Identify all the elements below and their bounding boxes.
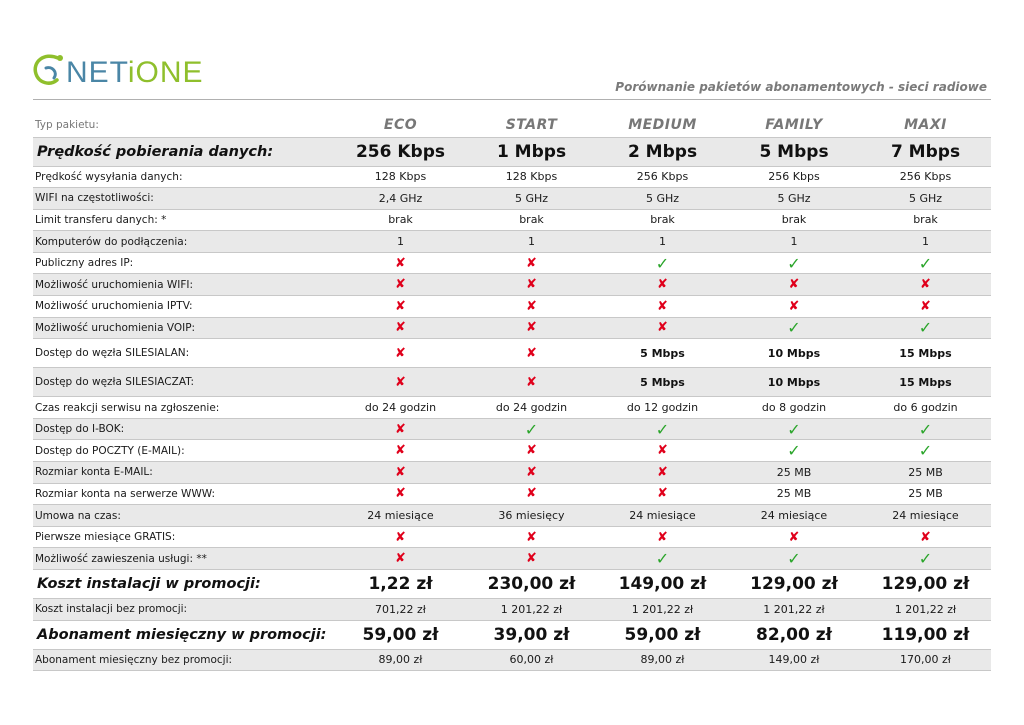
plan-name-family: FAMILY [728, 113, 860, 137]
cell-yes [860, 440, 991, 462]
row-label: Dostęp do I-BOK: [33, 418, 335, 440]
row-label: Czas reakcji serwisu na zgłoszenie: [33, 397, 335, 419]
cell-value: 256 Kbps [335, 137, 466, 166]
cross-icon: ✘ [395, 255, 406, 271]
cell-no [466, 368, 597, 397]
cross-icon: ✘ [395, 421, 406, 437]
row-label: WIFI na częstotliwości: [33, 188, 335, 210]
row-label: Możliwość zawieszenia usługi: ** [33, 548, 335, 570]
cell-value: 10 Mbps [728, 368, 860, 397]
row-label: Rozmiar konta E-MAIL: [33, 462, 335, 484]
cell-value: 7 Mbps [860, 137, 991, 166]
checkmark-icon: ✓ [918, 419, 933, 439]
cross-icon: ✘ [526, 298, 537, 314]
table-row [33, 137, 991, 166]
plan-name-medium: MEDIUM [597, 113, 728, 137]
cell-value: 1 201,22 zł [466, 599, 597, 621]
cross-icon: ✘ [395, 345, 406, 361]
cell-yes [860, 317, 991, 339]
logo-swirl-icon [30, 50, 66, 96]
cell-value: 36 miesięcy [466, 505, 597, 527]
checkmark-icon: ✓ [655, 419, 670, 439]
table-row [33, 418, 991, 440]
cross-icon: ✘ [920, 529, 931, 545]
cross-icon: ✘ [395, 551, 406, 567]
cell-value: 25 MB [860, 483, 991, 505]
cell-no [335, 296, 466, 318]
header-divider [33, 99, 991, 100]
cross-icon: ✘ [526, 464, 537, 480]
row-label: Prędkość wysyłania danych: [33, 166, 335, 188]
cell-value: 5 Mbps [597, 339, 728, 368]
cell-no [597, 274, 728, 296]
cell-value: 256 Kbps [728, 166, 860, 188]
plan-name-start: START [466, 113, 597, 137]
cell-yes [860, 548, 991, 570]
table-row [33, 209, 991, 231]
page-subtitle: Porównanie pakietów abonamentowych - sieci radiowe [615, 80, 987, 94]
cell-no [597, 296, 728, 318]
table-row [33, 368, 991, 397]
cell-value: 1,22 zł [335, 570, 466, 599]
cell-value: 24 miesiące [335, 505, 466, 527]
cell-value: 89,00 zł [597, 649, 728, 671]
table-row [33, 570, 991, 599]
cell-value: 5 GHz [466, 188, 597, 210]
row-label: Rozmiar konta na serwerze WWW: [33, 483, 335, 505]
cell-no [335, 252, 466, 274]
cell-yes [597, 418, 728, 440]
cell-no [728, 296, 860, 318]
cell-value: brak [597, 209, 728, 231]
cell-value: 25 MB [728, 483, 860, 505]
cell-yes [728, 440, 860, 462]
checkmark-icon: ✓ [524, 419, 539, 439]
cell-value: 5 Mbps [597, 368, 728, 397]
row-label: Dostęp do POCZTY (E-MAIL): [33, 440, 335, 462]
table-row [33, 339, 991, 368]
cross-icon: ✘ [395, 320, 406, 336]
cell-value: 1 [597, 231, 728, 253]
table-row [33, 505, 991, 527]
cell-yes [728, 252, 860, 274]
cell-no [860, 296, 991, 318]
table-row [33, 620, 991, 649]
cross-icon: ✘ [788, 298, 800, 314]
cell-value: 129,00 zł [860, 570, 991, 599]
logo-suffix: iONE [127, 56, 204, 89]
cell-value: brak [728, 209, 860, 231]
row-label: Pierwsze miesiące GRATIS: [33, 526, 335, 548]
table-row [33, 483, 991, 505]
cell-value: 59,00 zł [597, 620, 728, 649]
cell-no [335, 548, 466, 570]
row-label: Dostęp do węzła SILESIALAN: [33, 339, 335, 368]
cell-no [335, 339, 466, 368]
checkmark-icon: ✓ [787, 318, 801, 338]
checkmark-icon: ✓ [787, 419, 801, 439]
cross-icon: ✘ [657, 443, 668, 459]
cell-value: 39,00 zł [466, 620, 597, 649]
cell-value: brak [335, 209, 466, 231]
cell-no [335, 368, 466, 397]
cell-no [597, 317, 728, 339]
table-row [33, 188, 991, 210]
cross-icon: ✘ [395, 529, 406, 545]
cell-no [466, 462, 597, 484]
cell-no [597, 462, 728, 484]
cell-value: 230,00 zł [466, 570, 597, 599]
table-row [33, 440, 991, 462]
table-row [33, 317, 991, 339]
table-row [33, 252, 991, 274]
cell-value: 1 [728, 231, 860, 253]
cross-icon: ✘ [657, 486, 668, 502]
cross-icon: ✘ [526, 277, 537, 293]
cell-value: 5 Mbps [728, 137, 860, 166]
table-row [33, 649, 991, 671]
checkmark-icon: ✓ [655, 549, 670, 569]
cell-value: 119,00 zł [860, 620, 991, 649]
cross-icon: ✘ [526, 529, 537, 545]
cell-no [466, 548, 597, 570]
cross-icon: ✘ [920, 298, 931, 314]
cell-no [466, 317, 597, 339]
cell-value: 256 Kbps [597, 166, 728, 188]
cell-value: 24 miesiące [860, 505, 991, 527]
cell-value: 5 GHz [597, 188, 728, 210]
cross-icon: ✘ [788, 277, 800, 293]
cell-value: 10 Mbps [728, 339, 860, 368]
cell-no [335, 483, 466, 505]
cross-icon: ✘ [395, 464, 406, 480]
cell-no [466, 296, 597, 318]
cell-no [335, 274, 466, 296]
header-label: Typ pakietu: [33, 113, 335, 137]
cell-yes [860, 418, 991, 440]
cell-no [597, 483, 728, 505]
cell-value: 5 GHz [860, 188, 991, 210]
table-row [33, 526, 991, 548]
cell-yes [466, 418, 597, 440]
table-row [33, 231, 991, 253]
cell-value: 128 Kbps [466, 166, 597, 188]
table-row [33, 599, 991, 621]
logo-wordmark [66, 50, 204, 96]
cell-yes [597, 548, 728, 570]
table-row [33, 274, 991, 296]
cell-value: 5 GHz [728, 188, 860, 210]
cell-no [597, 526, 728, 548]
cell-value: 1 Mbps [466, 137, 597, 166]
plan-name-eco: ECO [335, 113, 466, 137]
comparison-table-body [33, 113, 991, 671]
cell-value: 149,00 zł [597, 570, 728, 599]
row-label: Koszt instalacji w promocji: [33, 570, 335, 599]
cell-value: 1 201,22 zł [597, 599, 728, 621]
cell-no [466, 252, 597, 274]
cross-icon: ✘ [657, 277, 668, 293]
cell-value: 701,22 zł [335, 599, 466, 621]
cell-value: 60,00 zł [466, 649, 597, 671]
cell-value: 15 Mbps [860, 339, 991, 368]
cell-no [335, 317, 466, 339]
cell-value: brak [466, 209, 597, 231]
cross-icon: ✘ [395, 277, 406, 293]
table-row [33, 548, 991, 570]
checkmark-icon: ✓ [918, 441, 933, 461]
checkmark-icon: ✓ [918, 253, 933, 273]
cell-no [466, 440, 597, 462]
cell-no [728, 526, 860, 548]
cross-icon: ✘ [657, 298, 668, 314]
cell-value: do 24 godzin [466, 397, 597, 419]
row-label: Abonament miesięczny bez promocji: [33, 649, 335, 671]
checkmark-icon: ✓ [787, 441, 801, 461]
checkmark-icon: ✓ [787, 253, 801, 273]
cell-value: 170,00 zł [860, 649, 991, 671]
cell-value: do 8 godzin [728, 397, 860, 419]
cross-icon: ✘ [526, 345, 537, 361]
checkmark-icon: ✓ [655, 253, 670, 273]
checkmark-icon: ✓ [918, 549, 933, 569]
cell-no [860, 526, 991, 548]
row-label: Limit transferu danych: * [33, 209, 335, 231]
checkmark-icon: ✓ [918, 318, 933, 338]
table-row [33, 296, 991, 318]
row-label: Możliwość uruchomienia VOIP: [33, 317, 335, 339]
cross-icon: ✘ [526, 320, 537, 336]
cell-value: 2,4 GHz [335, 188, 466, 210]
cell-no [466, 339, 597, 368]
table-header-row [33, 113, 991, 137]
netione-logo [30, 50, 240, 98]
cell-value: 25 MB [728, 462, 860, 484]
table-row [33, 397, 991, 419]
cell-value: 128 Kbps [335, 166, 466, 188]
cell-value: 59,00 zł [335, 620, 466, 649]
cell-yes [728, 418, 860, 440]
cell-value: do 24 godzin [335, 397, 466, 419]
cell-value: 1 [860, 231, 991, 253]
cross-icon: ✘ [395, 374, 406, 390]
cell-no [728, 274, 860, 296]
cell-no [466, 483, 597, 505]
cross-icon: ✘ [395, 298, 406, 314]
cross-icon: ✘ [657, 464, 668, 480]
row-label: Komputerów do podłączenia: [33, 231, 335, 253]
cell-value: 24 miesiące [728, 505, 860, 527]
row-label: Możliwość uruchomienia WIFI: [33, 274, 335, 296]
cell-no [466, 526, 597, 548]
logo-prefix: NET [66, 56, 128, 89]
row-label: Publiczny adres IP: [33, 252, 335, 274]
checkmark-icon: ✓ [787, 549, 801, 569]
cross-icon: ✘ [526, 551, 537, 567]
cell-value: brak [860, 209, 991, 231]
cell-value: 15 Mbps [860, 368, 991, 397]
cell-value: do 6 godzin [860, 397, 991, 419]
cell-value: do 12 godzin [597, 397, 728, 419]
table-row [33, 462, 991, 484]
cross-icon: ✘ [395, 486, 406, 502]
cell-value: 25 MB [860, 462, 991, 484]
cell-no [335, 440, 466, 462]
cross-icon: ✘ [657, 320, 668, 336]
cell-value: 149,00 zł [728, 649, 860, 671]
cross-icon: ✘ [526, 255, 537, 271]
row-label: Dostęp do węzła SILESIACZAT: [33, 368, 335, 397]
cell-no [335, 462, 466, 484]
row-label: Możliwość uruchomienia IPTV: [33, 296, 335, 318]
row-label: Umowa na czas: [33, 505, 335, 527]
table-row [33, 166, 991, 188]
cell-no [597, 440, 728, 462]
cell-value: 2 Mbps [597, 137, 728, 166]
cell-no [466, 274, 597, 296]
row-label: Abonament miesięczny w promocji: [33, 620, 335, 649]
cell-yes [728, 317, 860, 339]
cell-yes [597, 252, 728, 274]
cell-value: 129,00 zł [728, 570, 860, 599]
cell-value: 82,00 zł [728, 620, 860, 649]
row-label: Koszt instalacji bez promocji: [33, 599, 335, 621]
cell-value: 1 [335, 231, 466, 253]
cross-icon: ✘ [788, 529, 800, 545]
cell-no [860, 274, 991, 296]
cross-icon: ✘ [526, 486, 537, 502]
cell-value: 89,00 zł [335, 649, 466, 671]
cross-icon: ✘ [657, 529, 668, 545]
cross-icon: ✘ [526, 374, 537, 390]
cell-yes [860, 252, 991, 274]
plan-comparison-table [33, 113, 991, 671]
cross-icon: ✘ [526, 443, 537, 459]
plan-name-maxi: MAXI [860, 113, 991, 137]
cross-icon: ✘ [395, 443, 406, 459]
cell-no [335, 418, 466, 440]
row-label: Prędkość pobierania danych: [33, 137, 335, 166]
cell-value: 256 Kbps [860, 166, 991, 188]
cell-value: 1 [466, 231, 597, 253]
cell-value: 1 201,22 zł [860, 599, 991, 621]
cell-no [335, 526, 466, 548]
cell-yes [728, 548, 860, 570]
cell-value: 1 201,22 zł [728, 599, 860, 621]
cell-value: 24 miesiące [597, 505, 728, 527]
cross-icon: ✘ [920, 277, 931, 293]
